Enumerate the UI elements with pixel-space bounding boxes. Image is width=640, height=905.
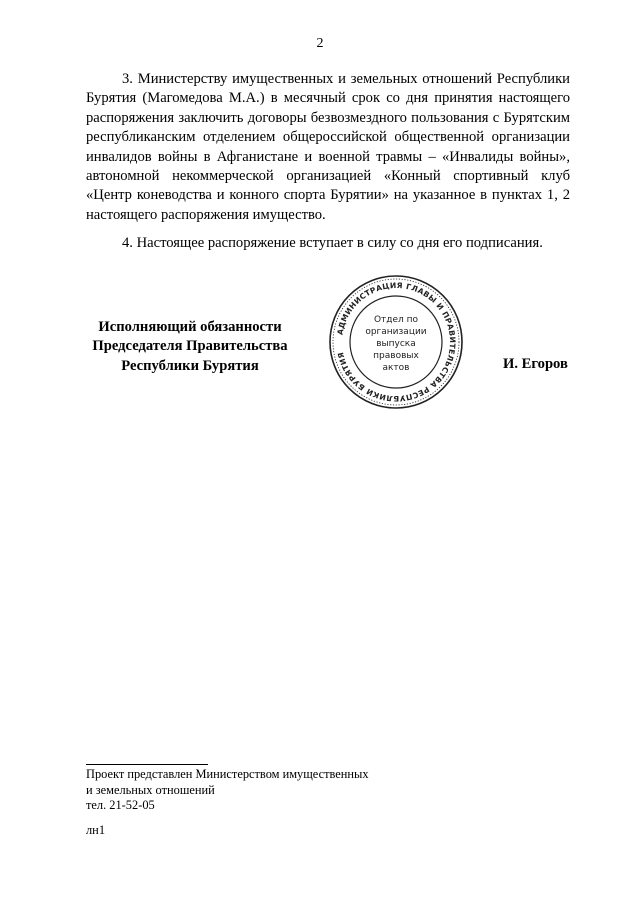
paragraph-4 — [86, 234, 570, 253]
footer-line-2: и земельных отношений — [86, 782, 215, 797]
signer-position-line-1: Исполняющий обязанности — [98, 319, 282, 335]
paragraph-3-text: 3. Министерству имущественных и земельных отношений Республики Бурятия (Магомедова М.А.) в месячный срок со дня принятия настоящего распоряжения заключить договоры безвозмездного пользования с Бурятским республиканским отделением общероссийской общественной организации инвалидов войны в Афганистане и военной травмы – «Инвалиды войны», автономной некоммерческой организацией «Конный спортивный клуб «Центр коневодства и конного спорта Бурятии» на указанное в пунктах 1, 2 настоящего распоряжения имущество. — [86, 71, 570, 223]
seal-inner-line-3: выпуска — [376, 339, 416, 349]
official-seal-stamp — [328, 274, 464, 410]
seal-outer-text: АДМИНИСТРАЦИЯ ГЛАВЫ И ПРАВИТЕЛЬСТВА РЕСПУБЛИКИ БУРЯТИЯ — [335, 280, 458, 404]
seal-inner-line-5: актов — [382, 363, 410, 373]
footer-phone: тел. 21-52-05 — [86, 798, 155, 813]
document-reference: лн1 — [86, 823, 106, 837]
footer-line-1: Проект представлен Министерством имущественных — [86, 767, 369, 781]
seal-inner-line-1: Отдел по — [373, 315, 419, 325]
seal-inner-line-2: организации — [365, 327, 427, 337]
paragraph-3 — [86, 70, 570, 225]
footer-divider — [86, 764, 208, 765]
page-number: 2 — [316, 36, 324, 51]
signer-position-line-3: Республики Бурятия — [121, 357, 259, 374]
paragraph-4-text: 4. Настоящее распоряжение вступает в силу со дня его подписания. — [122, 235, 543, 251]
seal-inner-line-4: правовых — [373, 351, 419, 361]
signer-position — [70, 318, 310, 376]
signer-name: И. Егоров — [503, 356, 568, 372]
footer-note — [86, 767, 369, 814]
signer-position-line-2: Председателя Правительства — [92, 338, 288, 355]
